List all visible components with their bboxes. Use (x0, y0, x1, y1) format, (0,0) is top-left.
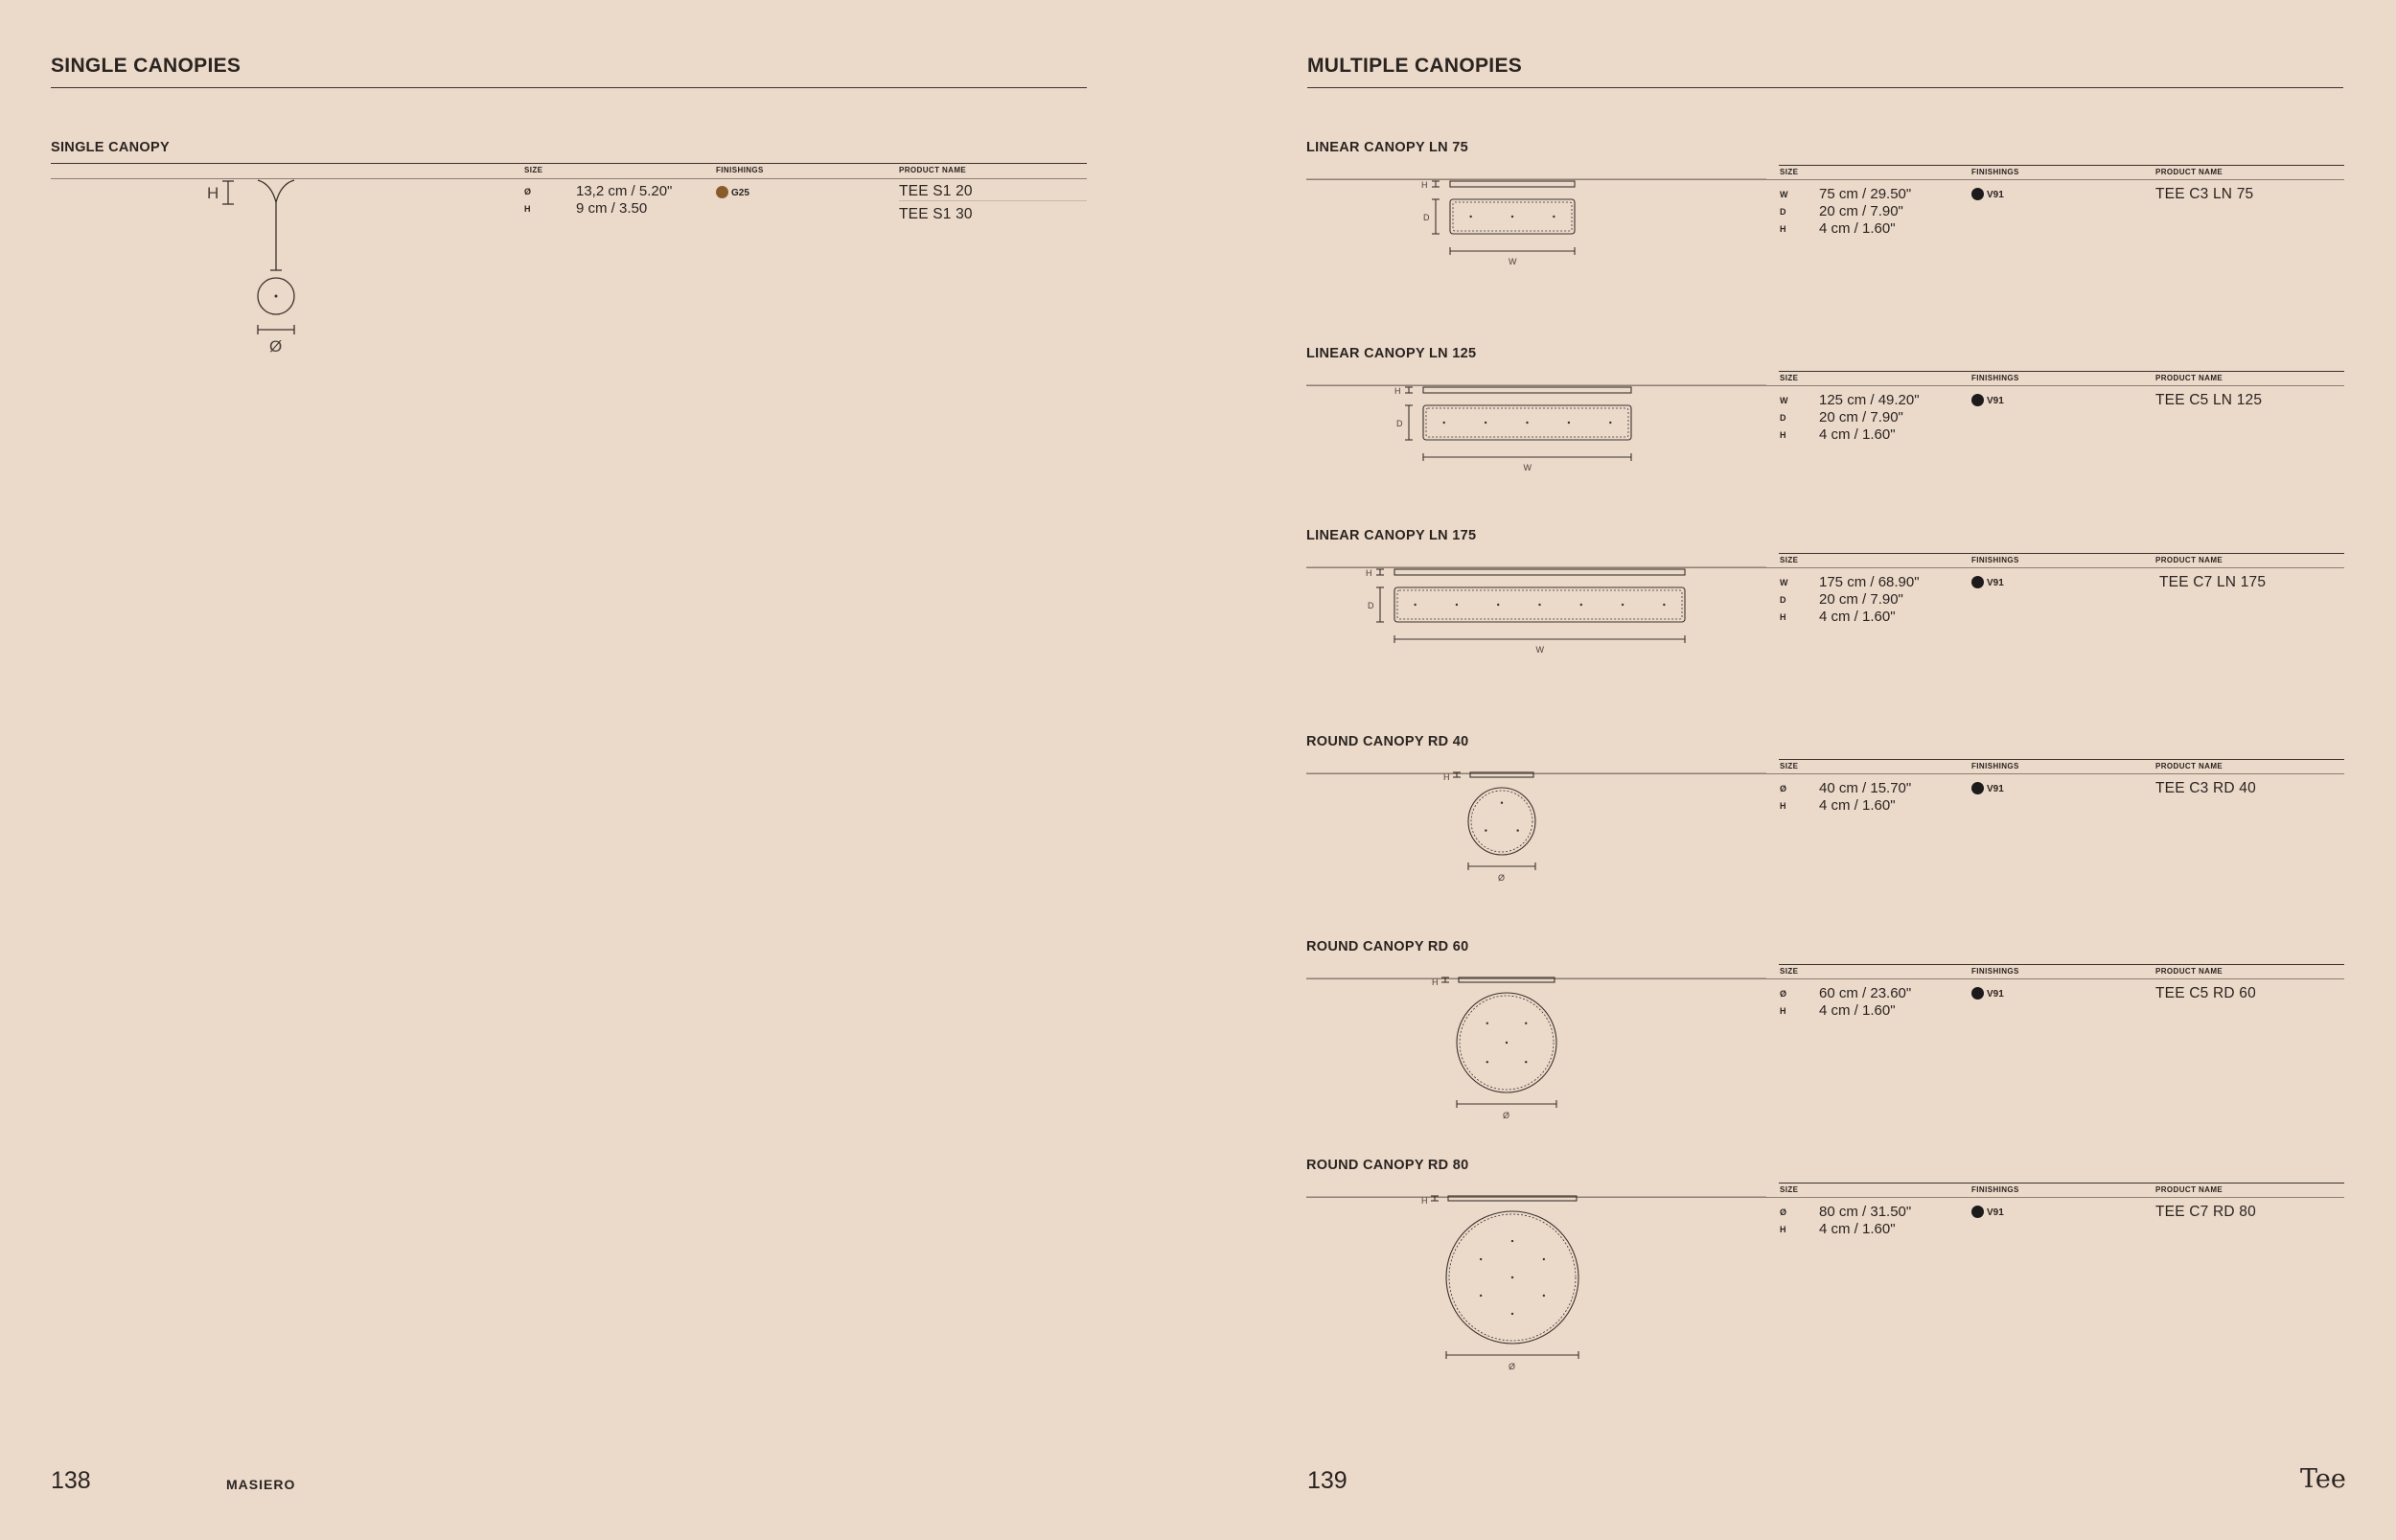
finish-dot (1971, 394, 1984, 406)
dim-key: W (1780, 396, 1788, 405)
product-name: TEE S1 30 (899, 206, 973, 222)
finish-dot (1971, 1206, 1984, 1218)
product-name: TEE C7 LN 175 (2159, 574, 2267, 590)
finish-swatch: V91 (1971, 576, 2004, 588)
finish-swatch: V91 (1971, 782, 2004, 794)
diameter-label: Ø (1509, 1362, 1516, 1371)
product-name: TEE C3 RD 40 (2155, 780, 2256, 796)
depth-label: D (1396, 419, 1403, 428)
dim-value: 80 cm / 31.50" (1819, 1204, 1912, 1220)
dim-value: 4 cm / 1.60" (1819, 1002, 1896, 1019)
height-label: H (1366, 568, 1372, 578)
dim-key: H (1780, 1006, 1786, 1016)
canopy-block (1306, 346, 2344, 538)
height-label: H (1421, 180, 1428, 190)
title-rule (1779, 964, 2344, 965)
dim-key: Ø (1780, 784, 1787, 793)
finish-swatch: V91 (1971, 1206, 2004, 1218)
title-rule (1779, 371, 2344, 372)
finish-dot (1971, 188, 1984, 200)
dim-value: 4 cm / 1.60" (1819, 1221, 1896, 1237)
height-label: H (1394, 386, 1401, 396)
finish-swatch: G25 (716, 186, 749, 198)
product-divider (899, 200, 1087, 201)
dim-value: 4 cm / 1.60" (1819, 609, 1896, 625)
finishings-header: FINISHINGS (1971, 762, 2019, 770)
dim-value: 175 cm / 68.90" (1819, 574, 1920, 590)
finish-dot (1971, 782, 1984, 794)
page-number: 139 (1307, 1467, 1348, 1494)
block-title: ROUND CANOPY RD 40 (1306, 734, 1469, 749)
diameter-label: Ø (269, 337, 283, 356)
finish-swatch: V91 (1971, 394, 2004, 406)
finishings-header: FINISHINGS (1971, 374, 2019, 382)
product-name: TEE S1 20 (899, 183, 973, 199)
product-name-header: PRODUCT NAME (2155, 556, 2223, 564)
finishings-header: FINISHINGS (1971, 967, 2019, 976)
height-label: H (1443, 772, 1450, 782)
dim-value: 20 cm / 7.90" (1819, 409, 1903, 425)
single-canopy-block (51, 140, 1087, 370)
depth-label: D (1423, 213, 1430, 222)
size-header: SIZE (1780, 1185, 1799, 1194)
dim-key: Ø (524, 187, 532, 196)
dim-key: H (524, 204, 531, 214)
canopy-block (1306, 140, 2344, 332)
dim-key: D (1780, 413, 1786, 423)
size-header: SIZE (524, 166, 543, 174)
product-name-header: PRODUCT NAME (2155, 374, 2223, 382)
finish-dot (1971, 987, 1984, 1000)
dim-key: H (1780, 612, 1786, 622)
size-header: SIZE (1780, 374, 1799, 382)
dim-value: 4 cm / 1.60" (1819, 220, 1896, 237)
canopy-drawing (1306, 772, 1766, 945)
section-title: SINGLE CANOPIES (51, 55, 1087, 88)
dim-key: Ø (1780, 1207, 1787, 1217)
title-rule (51, 163, 1087, 164)
height-label: H (1432, 977, 1439, 987)
product-name-header: PRODUCT NAME (899, 166, 967, 174)
block-title: LINEAR CANOPY LN 125 (1306, 346, 1477, 361)
height-label: H (207, 184, 219, 202)
dim-key: H (1780, 1225, 1786, 1234)
product-name-header: PRODUCT NAME (2155, 168, 2223, 176)
brand-name: MASIERO (226, 1477, 296, 1492)
size-header: SIZE (1780, 168, 1799, 176)
dim-key: H (1780, 430, 1786, 440)
block-title: SINGLE CANOPY (51, 140, 170, 155)
product-name: TEE C3 LN 75 (2155, 186, 2254, 202)
canopy-block (1306, 1158, 2344, 1371)
width-label: W (1509, 257, 1517, 266)
block-title: LINEAR CANOPY LN 175 (1306, 528, 1477, 543)
size-header: SIZE (1780, 967, 1799, 976)
canopy-drawing (1306, 178, 1766, 351)
height-label: H (1421, 1196, 1428, 1206)
dim-key: D (1780, 595, 1786, 605)
dim-value: 125 cm / 49.20" (1819, 392, 1920, 408)
dim-key: D (1780, 207, 1786, 217)
finishings-header: FINISHINGS (1971, 1185, 2019, 1194)
dim-value: 4 cm / 1.60" (1819, 426, 1896, 443)
title-rule (1779, 165, 2344, 166)
finish-swatch: V91 (1971, 987, 2004, 1000)
dim-key: H (1780, 224, 1786, 234)
dim-value: 40 cm / 15.70" (1819, 780, 1912, 796)
width-label: W (1535, 645, 1544, 655)
dim-value: 13,2 cm / 5.20" (576, 183, 673, 199)
section-title: MULTIPLE CANOPIES (1307, 55, 2343, 88)
canopy-drawing (1306, 566, 1766, 739)
product-name: TEE C7 RD 80 (2155, 1204, 2256, 1220)
finish-swatch: V91 (1971, 188, 2004, 200)
finish-dot (1971, 576, 1984, 588)
title-rule (1779, 1183, 2344, 1184)
product-name-header: PRODUCT NAME (2155, 762, 2223, 770)
canopy-block (1306, 939, 2344, 1131)
canopy-drawing (1306, 977, 1766, 1150)
right-page (1198, 0, 2396, 1540)
series-name: Tee (2300, 1464, 2346, 1494)
title-rule (1779, 553, 2344, 554)
canopy-block (1306, 734, 2344, 926)
block-title: LINEAR CANOPY LN 75 (1306, 140, 1468, 155)
canopy-drawing (1306, 1196, 1766, 1371)
dim-value: 60 cm / 23.60" (1819, 985, 1912, 1001)
finishings-header: FINISHINGS (1971, 556, 2019, 564)
pendant-drawing (51, 178, 338, 370)
finish-dot (716, 186, 728, 198)
width-label: W (1523, 463, 1532, 472)
dim-key: H (1780, 801, 1786, 811)
dim-value: 20 cm / 7.90" (1819, 203, 1903, 219)
dim-value: 9 cm / 3.50 (576, 200, 648, 217)
diameter-label: Ø (1498, 873, 1506, 883)
block-title: ROUND CANOPY RD 60 (1306, 939, 1469, 954)
depth-label: D (1368, 601, 1374, 610)
product-name: TEE C5 LN 125 (2155, 392, 2263, 408)
size-header: SIZE (1780, 762, 1799, 770)
block-title: ROUND CANOPY RD 80 (1306, 1158, 1469, 1173)
page-number: 138 (51, 1467, 91, 1494)
size-header: SIZE (1780, 556, 1799, 564)
dim-value: 75 cm / 29.50" (1819, 186, 1912, 202)
dim-value: 4 cm / 1.60" (1819, 797, 1896, 814)
diameter-label: Ø (1503, 1111, 1510, 1120)
canopy-block (1306, 528, 2344, 720)
dim-key: W (1780, 578, 1788, 587)
finishings-header: FINISHINGS (716, 166, 764, 174)
product-name-header: PRODUCT NAME (2155, 967, 2223, 976)
product-name: TEE C5 RD 60 (2155, 985, 2256, 1001)
dim-key: Ø (1780, 989, 1787, 999)
title-rule (1779, 759, 2344, 760)
dim-value: 20 cm / 7.90" (1819, 591, 1903, 608)
finishings-header: FINISHINGS (1971, 168, 2019, 176)
product-name-header: PRODUCT NAME (2155, 1185, 2223, 1194)
dim-key: W (1780, 190, 1788, 199)
